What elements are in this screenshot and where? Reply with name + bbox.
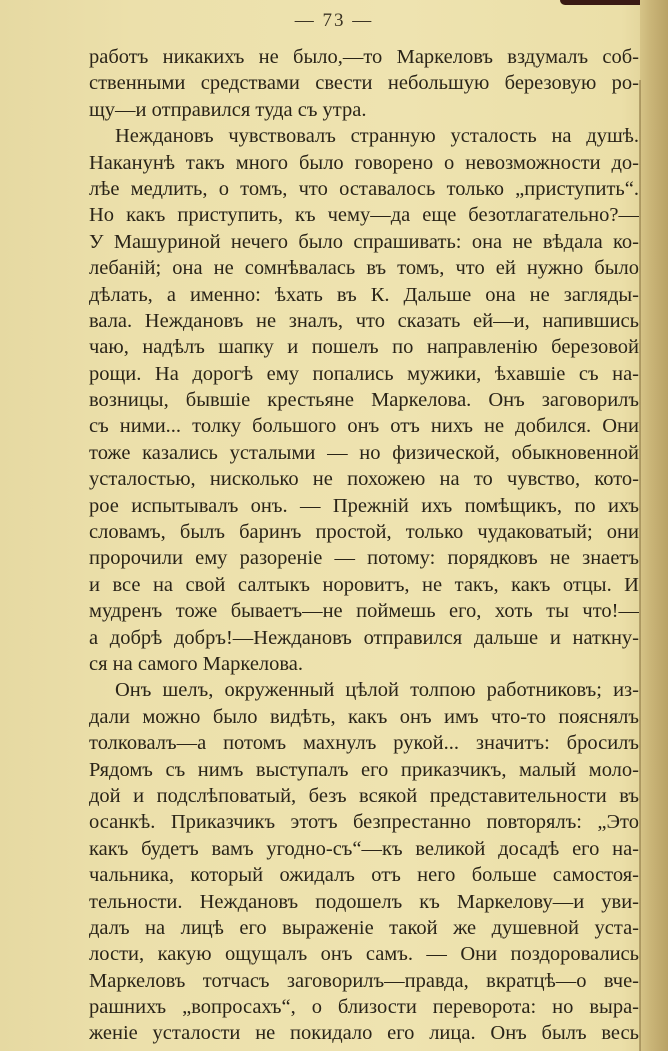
bookmark-ribbon <box>560 0 648 5</box>
text-line: мудренъ тоже бываетъ—не поймешь его, хоть ты что!— <box>89 600 639 623</box>
text-line: лебаній; она не сомнѣвалась въ томъ, что ей нужно было <box>89 257 639 280</box>
body-text <box>89 44 639 1047</box>
text-line: дали можно было видѣть, какъ онъ имъ что-то пояснялъ <box>89 705 639 728</box>
text-line: а добрѣ добръ!—Неждановъ отправился дальше и наткну- <box>89 626 639 649</box>
text-line: пророчили ему разореніе — потому: порядковъ не знаетъ <box>89 547 639 570</box>
text-line: Маркеловъ тотчасъ заговорилъ—правда, вкратцѣ—о вче- <box>89 969 639 992</box>
text-line: возницы, бывшіе крестьяне Маркелова. Онъ заговорилъ <box>89 389 639 412</box>
text-line: рашнихъ „вопросахъ“, о близости переворота: но выра- <box>89 996 639 1019</box>
text-line: Онъ шелъ, окруженный цѣлой толпою работниковъ; из- <box>115 679 639 702</box>
page-edge <box>640 0 668 1051</box>
page-number: — 73 — <box>294 10 374 31</box>
text-line: ся на самого Маркелова. <box>89 652 304 675</box>
text-line: Наканунѣ такъ много было говорено о невозможности до- <box>89 151 639 174</box>
text-line: Рядомъ съ нимъ выступалъ его приказчикъ, малый моло- <box>89 758 639 781</box>
text-line: толковалъ—а потомъ махнулъ рукой... значитъ: бросилъ <box>89 732 639 755</box>
text-line: щу—и отправился туда съ утра. <box>89 98 367 121</box>
text-line: дѣлать, а именно: ѣхать въ К. Дальше она не загляды- <box>89 283 639 306</box>
text-line: и все на свой салтыкъ норовитъ, не такъ, какъ отцы. И <box>89 573 639 596</box>
text-line: чаю, надѣлъ шапку и пошелъ по направленію березовой <box>89 336 639 359</box>
text-line: съ ними... толку большого онъ отъ нихъ не добился. Они <box>89 415 639 438</box>
text-line: усталостью, нисколько не похожею на то чувство, кото- <box>89 468 639 491</box>
text-line: Неждановъ чувствовалъ странную усталость на душѣ. <box>115 125 639 148</box>
text-line: чальника, который ожидалъ отъ него больше самостоя- <box>89 864 639 887</box>
text-line: рое испытывалъ онъ. — Прежній ихъ помѣщикъ, по ихъ <box>89 494 639 517</box>
text-line: работъ никакихъ не было,—то Маркеловъ вздумалъ соб- <box>89 46 639 68</box>
page-fold-line <box>639 80 641 1051</box>
text-line: осанкѣ. Приказчикъ этотъ безпрестанно повторялъ: „Это <box>89 811 639 834</box>
text-line: дой и подслѣповатый, безъ всякой представительности въ <box>89 784 639 807</box>
text-line: тельности. Неждановъ подошелъ къ Маркелову—и уви- <box>89 890 639 913</box>
text-line: лости, какую ощущалъ онъ самъ. — Они поздоровались <box>89 943 639 966</box>
text-line: лѣе медлить, о томъ, что оставалось только „приступить“. <box>89 177 639 200</box>
text-line: тоже казались усталыми — но физической, обыкновенной <box>89 441 639 464</box>
text-line: словамъ, былъ баринъ простой, только чудаковатый; они <box>89 521 639 544</box>
text-line: У Машуриной нечего было спрашивать: она не вѣдала ко- <box>89 230 639 253</box>
text-line: далъ на лицѣ его выраженіе такой же душевной уста- <box>89 916 639 939</box>
text-line: ственными средствами свести небольшую березовую ро- <box>89 72 639 95</box>
text-line: рощи. На дорогѣ ему попались мужики, ѣхавшіе съ на- <box>89 362 639 385</box>
text-line: Но какъ приступить, къ чему—да еще безотлагательно?— <box>89 204 639 227</box>
text-line: какъ будетъ вамъ угодно-съ“—къ великой досадѣ его на- <box>89 837 639 860</box>
text-line: вала. Неждановъ не зналъ, что сказать ей—и, напившись <box>89 309 639 332</box>
text-line: женіе усталости не покидало его лица. Онъ былъ весь <box>89 1022 639 1045</box>
